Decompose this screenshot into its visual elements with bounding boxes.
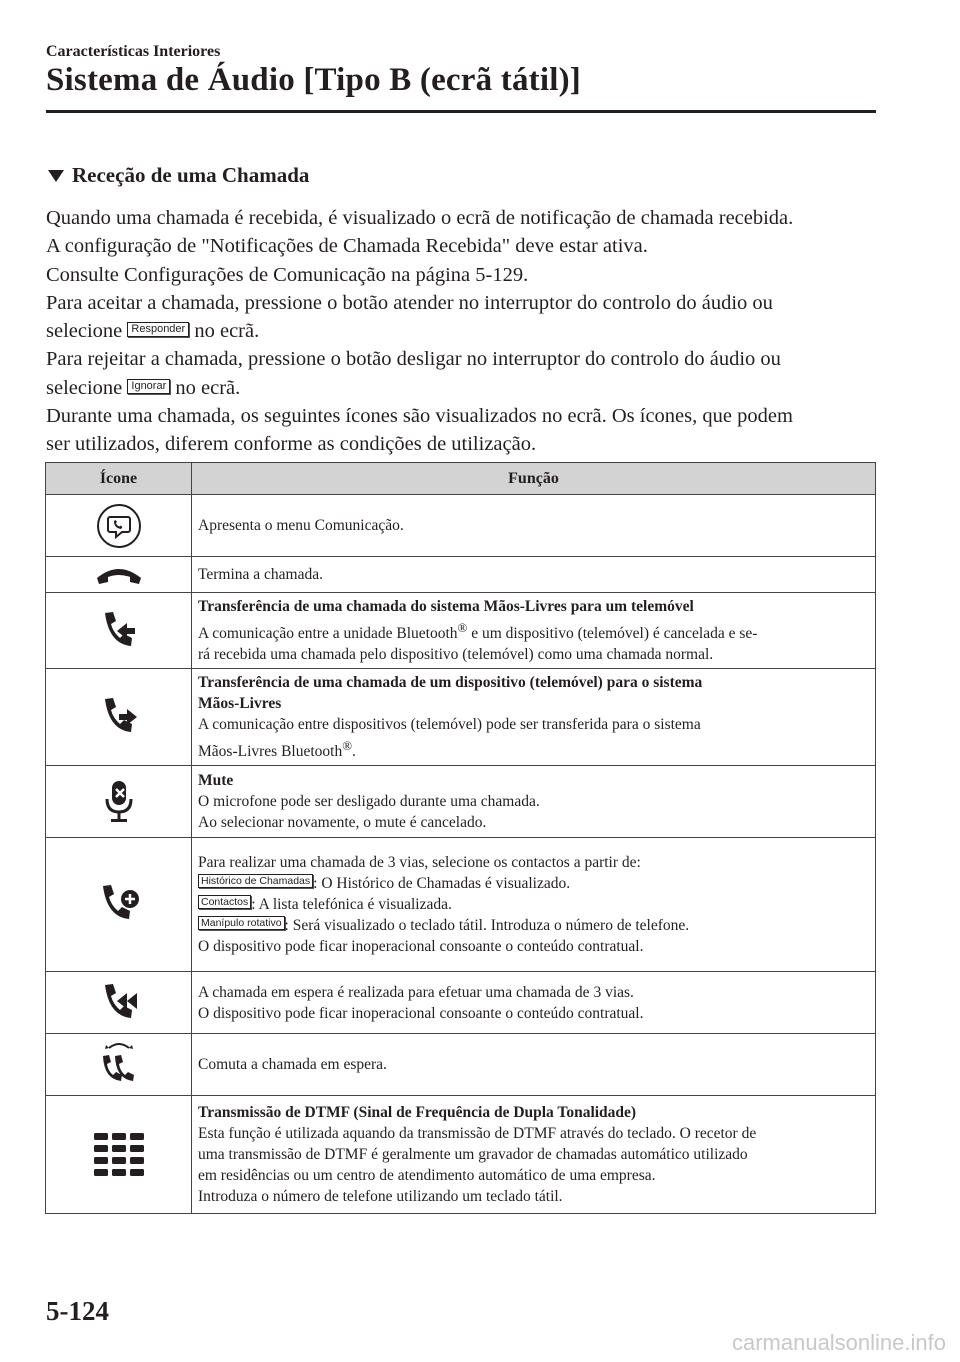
hang-up-icon[interactable] (93, 564, 145, 586)
column-header-icon: Ícone (46, 463, 192, 495)
row-text: A chamada em espera é realizada para efetuar uma chamada de 3 vias. (198, 983, 634, 1001)
row-text: Introduza o número de telefone utilizando um teclado tátil. (198, 1188, 563, 1206)
paragraph: Para aceitar a chamada, pressione o botão atender no interruptor do controlo do áudio ou (46, 291, 773, 314)
icon-function-table (45, 462, 876, 1214)
transfer-to-handsfree-icon[interactable] (99, 695, 139, 739)
row-text: rá recebida uma chamada pelo dispositivo (telemóvel) como uma chamada normal. (198, 646, 714, 664)
function-cell (192, 838, 876, 972)
table-header (46, 463, 876, 495)
text: no ecrã. (194, 320, 260, 343)
row-title: Mãos-Livres (198, 695, 282, 713)
text: : A lista telefónica é visualizada. (251, 896, 452, 914)
paragraph: Para rejeitar a chamada, pressione o botão desligar no interruptor do controlo do áudio ou (46, 348, 781, 371)
function-cell (192, 1096, 876, 1214)
row-text: Ao selecionar novamente, o mute é cancelado. (198, 814, 487, 832)
row-title: Mute (198, 772, 234, 790)
merge-calls-icon[interactable] (99, 981, 139, 1025)
row-text (198, 735, 869, 762)
table-row (46, 972, 876, 1034)
responder-button[interactable]: Responder (127, 322, 189, 337)
text: : O Histórico de Chamadas é visualizado. (313, 875, 571, 893)
add-call-icon[interactable] (97, 882, 141, 928)
row-text (198, 915, 869, 936)
text: selecione (46, 320, 123, 343)
row-text: A comunicação entre dispositivos (telemóvel) pode ser transferida para o sistema (198, 716, 701, 734)
contacts-button[interactable]: Contactos (198, 895, 251, 909)
function-cell (192, 669, 876, 766)
table-row (46, 1096, 876, 1214)
keypad-key (112, 1133, 126, 1140)
row-text: O dispositivo pode ficar inoperacional consoante o conteúdo contratual. (198, 1004, 644, 1022)
function-cell (192, 766, 876, 838)
table-row (46, 766, 876, 838)
paragraph (46, 317, 876, 345)
column-header-function: Função (192, 463, 876, 495)
text: e um dispositivo (telemóvel) é cancelada e se- (467, 625, 758, 643)
body-text (46, 204, 876, 459)
keypad-key (130, 1169, 144, 1176)
table-row (46, 495, 876, 557)
table-row (46, 1034, 876, 1096)
paragraph: Consulte Configurações de Comunicação na página 5-129. (46, 263, 529, 286)
function-cell (192, 972, 876, 1034)
row-text: Esta função é utilizada aquando da transmissão de DTMF através do teclado. O recetor de (198, 1125, 757, 1143)
transfer-to-phone-icon[interactable] (99, 609, 139, 653)
text: Mãos-Livres Bluetooth (198, 743, 343, 761)
row-title: Transferência de uma chamada do sistema Mãos-Livres para um telemóvel (198, 598, 694, 615)
keypad-key (130, 1157, 144, 1164)
row-text: uma transmissão de DTMF é geralmente um gravador de chamadas automático utilizado (198, 1146, 748, 1164)
keypad-key (94, 1133, 108, 1140)
registered-mark: ® (342, 738, 353, 754)
paragraph: Durante uma chamada, os seguintes ícones são visualizados no ecrã. Os ícones, que podem (46, 405, 793, 428)
row-title: Transmissão de DTMF (Sinal de Frequência de Dupla Tonalidade) (198, 1104, 637, 1122)
triangle-bullet-icon (48, 170, 64, 182)
watermark: carmanualsonline.info (731, 1330, 946, 1355)
row-text: O dispositivo pode ficar inoperacional consoante o conteúdo contratual. (198, 938, 644, 956)
text: no ecrã. (175, 376, 241, 399)
row-title: Transferência de uma chamada de um dispositivo (telemóvel) para o sistema (198, 674, 703, 692)
row-text (198, 873, 869, 894)
chapter-label: Características Interiores (46, 43, 221, 60)
page-title: Sistema de Áudio [Tipo B (ecrã tátil)] (46, 62, 581, 98)
section-heading (46, 163, 309, 188)
phone-menu-icon[interactable] (95, 502, 143, 550)
keypad-icon[interactable] (92, 1131, 146, 1179)
table-row (46, 669, 876, 766)
text: A comunicação entre a unidade Bluetooth (198, 625, 458, 643)
function-cell (192, 593, 876, 669)
mute-microphone-icon[interactable] (102, 779, 136, 825)
keypad-key (94, 1157, 108, 1164)
keypad-key (112, 1157, 126, 1164)
keypad-key (112, 1169, 126, 1176)
table-row (46, 593, 876, 669)
table-row (46, 557, 876, 593)
call-history-button[interactable]: Histórico de Chamadas (198, 874, 313, 888)
row-text: Para realizar uma chamada de 3 vias, selecione os contactos a partir de: (198, 854, 641, 872)
paragraph (46, 374, 876, 402)
row-text (198, 617, 869, 644)
paragraph: A configuração de "Notificações de Chamada Recebida" deve estar ativa. (46, 235, 648, 258)
row-text: O microfone pode ser desligado durante uma chamada. (198, 793, 540, 811)
row-text: em residências ou um centro de atendimento automático de uma empresa. (198, 1167, 656, 1185)
section-title: Receção de uma Chamada (72, 163, 310, 187)
keypad-key (130, 1133, 144, 1140)
paragraph: ser utilizados, diferem conforme as condições de utilização. (46, 433, 537, 456)
text: . (352, 743, 356, 761)
table-row (46, 838, 876, 972)
text: selecione (46, 376, 123, 399)
row-text (198, 894, 869, 915)
function-cell: Comuta a chamada em espera. (192, 1034, 876, 1096)
rotary-knob-button[interactable]: Manípulo rotativo (198, 916, 285, 930)
text: : Será visualizado o teclado tátil. Introduza o número de telefone. (284, 917, 690, 935)
keypad-key (94, 1169, 108, 1176)
header-divider (46, 110, 876, 113)
function-cell: Apresenta o menu Comunicação. (192, 495, 876, 557)
function-cell: Termina a chamada. (192, 557, 876, 593)
keypad-key (94, 1145, 108, 1152)
paragraph: Quando uma chamada é recebida, é visualizado o ecrã de notificação de chamada recebida. (46, 207, 794, 229)
keypad-key (112, 1145, 126, 1152)
swap-calls-icon[interactable] (99, 1040, 139, 1090)
page-number: 5-124 (46, 1296, 109, 1326)
ignorar-button[interactable]: Ignorar (127, 379, 170, 394)
keypad-key (130, 1145, 144, 1152)
registered-mark: ® (457, 620, 468, 635)
